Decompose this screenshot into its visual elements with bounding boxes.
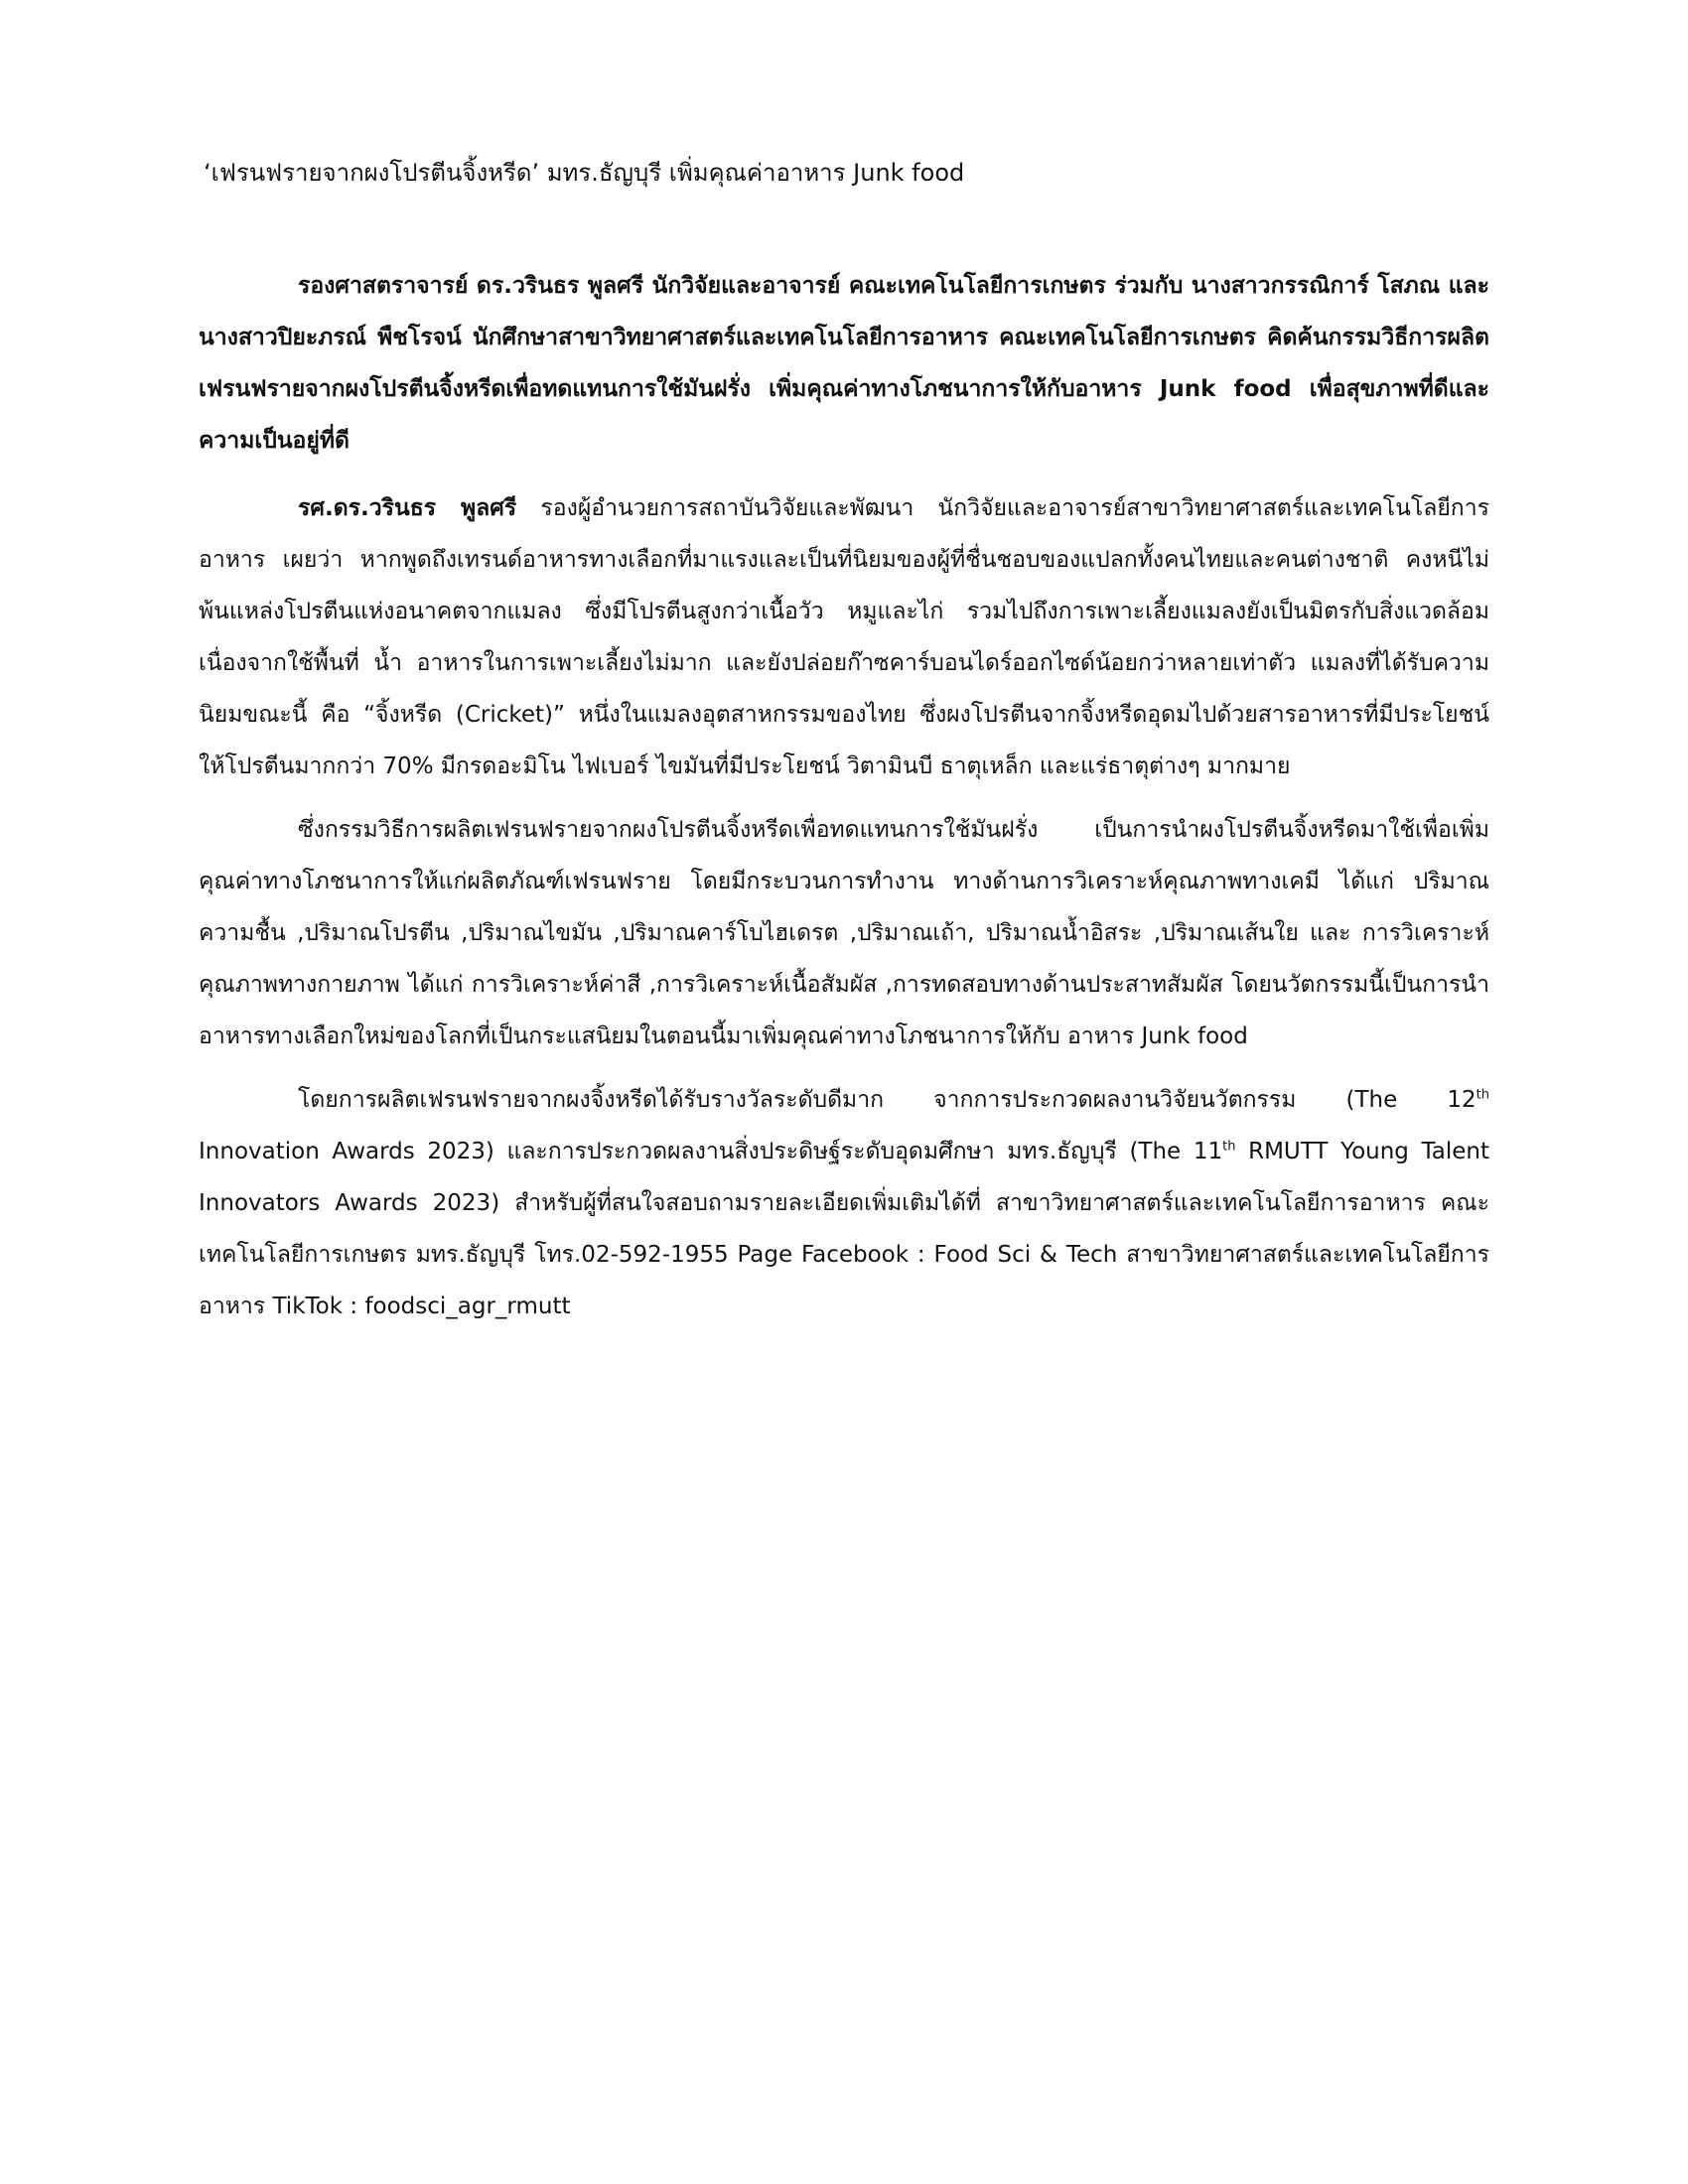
paragraph-interview-text: รองผู้อำนวยการสถาบันวิจัยและพัฒนา นักวิจัยและอาจารย์สาขาวิทยาศาสตร์และเทคโนโลยีการอาหาร เผยว่า หากพูดถึงเทรนด์อาหารทางเลือกที่มาแรงและเป็นที่นิยมของผู้ที่ชื่นชอบของแปลกทั้งคนไทยและคนต่างชาติ คงหนีไม่พ้นแหล่งโปรตีนแห่งอนาคตจากแมลง ซึ่งมีโปรตีนสูงกว่าเนื้อวัว หมูและไก่ รวมไปถึงการเพาะเลี้ยงแมลงยังเป็นมิตรกับสิ่งแวดล้อม เนื่องจากใช้พื้นที่ น้ำ อาหารในการเพาะเลี้ยงไม่มาก และยังปล่อยก๊าซคาร์บอนไดร์ออกไซด์น้อยกว่าหลายเท่าตัว แมลงที่ได้รับความนิยมขณะนี้ คือ “จิ้งหรีด (Cricket)” หนึ่งในแมลงอุตสาหกรรมของไทย ซึ่งผงโปรตีนจากจิ้งหรีดอุดมไปด้วยสารอาหารที่มีประโยชน์ ให้โปรตีนมากกว่า 70% มีกรดอะมิโน ไฟเบอร์ ไขมันที่มีประโยชน์ วิตามินบี ธาตุเหล็ก และแร่ธาตุต่างๆ มากมาย	[199, 495, 1489, 779]
paragraph-intro: รองศาสตราจารย์ ดร.วรินธร พูลศรี นักวิจัยและอาจารย์ คณะเทคโนโลยีการเกษตร ร่วมกับ นางสาวกรรณิการ์ โสภณ และ นางสาวปิยะภรณ์ พืชโรจน์ นักศึกษาสาขาวิทยาศาสตร์และเทคโนโลยีการอาหาร คณะเทคโนโลยีการเกษตร คิดค้นกรรมวิธีการผลิตเฟรนฟรายจากผงโปรตีนจิ้งหรีดเพื่อทดแทนการใช้มันฝรั่ง เพิ่มคุณค่าทางโภชนาการให้กับอาหาร Junk food เพื่อสุขภาพที่ดีและความเป็นอยู่ที่ดี	[199, 273, 1489, 454]
ordinal-suffix-1: th	[1476, 1087, 1489, 1103]
document-title: ‘เฟรนฟรายจากผงโปรตีนจิ้งหรีด’ มทร.ธัญบุรี เพิ่มคุณค่าอาหาร Junk food	[204, 159, 965, 187]
paragraph-interview	[199, 482, 1489, 792]
awards-text-3: RMUTT Young Talent Innovators Awards 2023) สำหรับผู้ที่สนใจสอบถามรายละเอียดเพิ่มเติมได้ที่ สาขาวิทยาศาสตร์และเทคโนโลยีการอาหาร คณะเทคโนโลยีการเกษตร มทร.ธัญบุรี โทร.02-592-1955 Page Facebook : Food Sci & Tech สาขาวิทยาศาสตร์และเทคโนโลยีการอาหาร TikTok : foodsci_agr_rmutt	[199, 1139, 1489, 1319]
ordinal-suffix-2: th	[1222, 1139, 1236, 1155]
awards-text-1: โดยการผลิตเฟรนฟรายจากผงจิ้งหรีดได้รับรางวัลระดับดีมาก จากการประกวดผลงานวิจัยนวัตกรรม (The 12	[298, 1087, 1477, 1113]
awards-text-2: Innovation Awards 2023) และการประกวดผลงานสิ่งประดิษฐ์ระดับอุดมศึกษา มทร.ธัญบุรี (The 11	[199, 1139, 1223, 1164]
document-body	[199, 260, 1489, 1332]
paragraph-awards	[199, 1074, 1489, 1332]
speaker-name: รศ.ดร.วรินธร พูลศรี	[298, 495, 517, 521]
paragraph-process: ซึ่งกรรมวิธีการผลิตเฟรนฟรายจากผงโปรตีนจิ้งหรีดเพื่อทดแทนการใช้มันฝรั่ง เป็นการนำผงโปรตีนจิ้งหรีดมาใช้เพื่อเพิ่มคุณค่าทางโภชนาการให้แก่ผลิตภัณฑ์เฟรนฟราย โดยมีกระบวนการทำงาน ทางด้านการวิเคราะห์คุณภาพทางเคมี ได้แก่ ปริมาณความชื้น ,ปริมาณโปรตีน ,ปริมาณไขมัน ,ปริมาณคาร์โบไฮเดรต ,ปริมาณเถ้า, ปริมาณน้ำอิสระ ,ปริมาณเส้นใย และ การวิเคราะห์คุณภาพทางกายภาพ ได้แก่ การวิเคราะห์ค่าสี ,การวิเคราะห์เนื้อสัมผัส ,การทดสอบทางด้านประสาทสัมผัส โดยนวัตกรรมนี้เป็นการนำอาหารทางเลือกใหม่ของโลกที่เป็นกระแสนิยมในตอนนี้มาเพิ่มคุณค่าทางโภชนาการให้กับ อาหาร Junk food	[199, 817, 1489, 1049]
